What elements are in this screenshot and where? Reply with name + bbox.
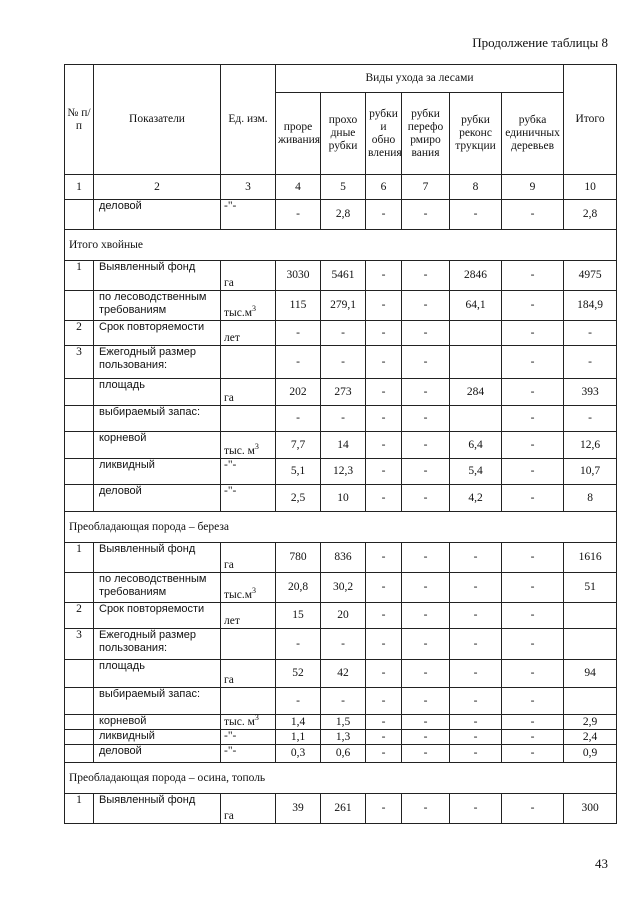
table-row xyxy=(65,688,617,715)
value-cell: - xyxy=(366,660,402,688)
value-cell: - xyxy=(402,346,450,379)
unit-cell xyxy=(221,688,276,715)
value-cell: 52 xyxy=(276,660,321,688)
value-cell: 273 xyxy=(321,379,366,406)
value-cell: - xyxy=(450,629,502,660)
value-cell: 1,1 xyxy=(276,730,321,745)
column-number: 1 xyxy=(65,175,94,200)
value-cell: - xyxy=(276,321,321,346)
value-cell: - xyxy=(502,603,564,629)
table-row xyxy=(65,485,617,512)
value-cell: - xyxy=(402,688,450,715)
row-num: 1 xyxy=(65,543,94,573)
table-continuation-label: Продолжение таблицы 8 xyxy=(472,35,608,50)
value-cell: - xyxy=(402,379,450,406)
page-number: 43 xyxy=(595,856,608,871)
value-cell: - xyxy=(450,543,502,573)
value-cell: 4975 xyxy=(564,261,617,291)
indicator-name: деловой xyxy=(94,745,221,763)
value-cell: - xyxy=(502,660,564,688)
value-cell: - xyxy=(402,730,450,745)
unit-text: -"- xyxy=(224,459,237,471)
unit-cell xyxy=(221,321,276,346)
indicator-name: по лесоводственным требованиям xyxy=(94,291,221,321)
header-col-thinning: проре живания xyxy=(276,93,321,175)
value-cell: - xyxy=(502,485,564,512)
value-cell: 2,5 xyxy=(276,485,321,512)
value-cell: 14 xyxy=(321,432,366,459)
indicator-name: Ежегодный размер пользования: xyxy=(94,629,221,660)
row-num xyxy=(65,485,94,512)
value-cell: 0,6 xyxy=(321,745,366,763)
row-num: 1 xyxy=(65,261,94,291)
value-cell: 20,8 xyxy=(276,573,321,603)
value-cell: - xyxy=(366,406,402,432)
value-cell: - xyxy=(564,346,617,379)
value-cell: - xyxy=(366,291,402,321)
value-cell: - xyxy=(276,629,321,660)
value-cell: 5461 xyxy=(321,261,366,291)
value-cell: 2846 xyxy=(450,261,502,291)
value-cell: - xyxy=(276,200,321,230)
header-unit: Ед. изм. xyxy=(221,65,276,175)
value-cell: - xyxy=(276,406,321,432)
row-num xyxy=(65,745,94,763)
table-row xyxy=(65,715,617,730)
value-cell: - xyxy=(502,406,564,432)
value-cell: 10 xyxy=(321,485,366,512)
value-cell: - xyxy=(366,603,402,629)
value-cell: - xyxy=(450,603,502,629)
value-cell: 393 xyxy=(564,379,617,406)
value-cell: - xyxy=(402,200,450,230)
value-cell: - xyxy=(502,261,564,291)
value-cell: - xyxy=(502,459,564,485)
indicator-name: ликвидный xyxy=(94,730,221,745)
value-cell: - xyxy=(366,379,402,406)
value-cell: - xyxy=(366,794,402,824)
row-num xyxy=(65,379,94,406)
table-row xyxy=(65,660,617,688)
unit-cell xyxy=(221,730,276,745)
value-cell: - xyxy=(402,573,450,603)
indicator-name: Выявленный фонд xyxy=(94,794,221,824)
value-cell: 261 xyxy=(321,794,366,824)
row-num xyxy=(65,715,94,730)
unit-cell xyxy=(221,660,276,688)
unit-text: -"- xyxy=(224,200,237,212)
row-num xyxy=(65,730,94,745)
value-cell: 42 xyxy=(321,660,366,688)
value-cell: 202 xyxy=(276,379,321,406)
unit-text: га xyxy=(224,810,234,822)
value-cell: 1,5 xyxy=(321,715,366,730)
indicator-name: ликвидный xyxy=(94,459,221,485)
section-label: Преобладающая порода – береза xyxy=(65,512,617,543)
header-num: № п/п xyxy=(65,65,94,175)
value-cell: - xyxy=(502,715,564,730)
table-row xyxy=(65,730,617,745)
unit-cell xyxy=(221,603,276,629)
value-cell: - xyxy=(402,261,450,291)
section-label: Преобладающая порода – осина, тополь xyxy=(65,763,617,794)
unit-cell xyxy=(221,543,276,573)
table-row xyxy=(65,321,617,346)
value-cell: 51 xyxy=(564,573,617,603)
value-cell: - xyxy=(502,573,564,603)
unit-text: -"- xyxy=(224,745,237,757)
unit-text: -"- xyxy=(224,730,237,742)
unit-text: тыс. м xyxy=(224,716,255,728)
value-cell: - xyxy=(402,794,450,824)
value-cell: 10,7 xyxy=(564,459,617,485)
value-cell xyxy=(450,321,502,346)
value-cell: - xyxy=(502,543,564,573)
value-cell: - xyxy=(366,261,402,291)
header-col-reconstruction-cuttings: рубки реконс трукции xyxy=(450,93,502,175)
value-cell: - xyxy=(450,660,502,688)
value-cell: 836 xyxy=(321,543,366,573)
value-cell: 30,2 xyxy=(321,573,366,603)
column-number: 7 xyxy=(402,175,450,200)
table-row xyxy=(65,603,617,629)
value-cell: - xyxy=(366,543,402,573)
value-cell: - xyxy=(502,745,564,763)
indicator-name: корневой xyxy=(94,715,221,730)
value-cell: - xyxy=(402,629,450,660)
unit-cell xyxy=(221,432,276,459)
value-cell: 5,1 xyxy=(276,459,321,485)
table-row xyxy=(65,346,617,379)
value-cell: 7,7 xyxy=(276,432,321,459)
table-row xyxy=(65,379,617,406)
table-row xyxy=(65,432,617,459)
table-row xyxy=(65,794,617,824)
row-num: 3 xyxy=(65,346,94,379)
value-cell: 1,4 xyxy=(276,715,321,730)
table-row xyxy=(65,459,617,485)
unit-cell xyxy=(221,794,276,824)
table-row xyxy=(65,745,617,763)
value-cell: 20 xyxy=(321,603,366,629)
unit-cell xyxy=(221,291,276,321)
value-cell: - xyxy=(450,573,502,603)
value-cell: 5,4 xyxy=(450,459,502,485)
value-cell xyxy=(564,688,617,715)
section-row xyxy=(65,512,617,543)
column-number: 2 xyxy=(94,175,221,200)
value-cell: 3030 xyxy=(276,261,321,291)
table-row xyxy=(65,291,617,321)
value-cell: - xyxy=(450,200,502,230)
value-cell: 12,3 xyxy=(321,459,366,485)
unit-cell xyxy=(221,459,276,485)
unit-text: га xyxy=(224,392,234,404)
section-row xyxy=(65,763,617,794)
value-cell: - xyxy=(366,715,402,730)
value-cell: - xyxy=(321,346,366,379)
value-cell: - xyxy=(402,459,450,485)
unit-cell xyxy=(221,379,276,406)
value-cell: - xyxy=(321,321,366,346)
table-row xyxy=(65,406,617,432)
section-row xyxy=(65,230,617,261)
row-num xyxy=(65,200,94,230)
header-care-types: Виды ухода за лесами xyxy=(276,65,564,93)
row-num xyxy=(65,406,94,432)
unit-text: тыс.м xyxy=(224,589,253,601)
indicator-name: деловой xyxy=(94,485,221,512)
row-num xyxy=(65,432,94,459)
row-num: 2 xyxy=(65,603,94,629)
indicator-name: корневой xyxy=(94,432,221,459)
value-cell: - xyxy=(502,200,564,230)
forest-care-table xyxy=(64,64,617,824)
column-number: 4 xyxy=(276,175,321,200)
value-cell: 39 xyxy=(276,794,321,824)
value-cell: - xyxy=(450,715,502,730)
value-cell: 8 xyxy=(564,485,617,512)
value-cell: - xyxy=(276,346,321,379)
column-number: 3 xyxy=(221,175,276,200)
value-cell: - xyxy=(366,629,402,660)
value-cell: - xyxy=(402,603,450,629)
value-cell: - xyxy=(366,459,402,485)
value-cell: - xyxy=(564,406,617,432)
column-number: 9 xyxy=(502,175,564,200)
header-col-renewal-cuttings: рубки и обно вления xyxy=(366,93,402,175)
value-cell: - xyxy=(502,291,564,321)
value-cell: - xyxy=(502,688,564,715)
value-cell: - xyxy=(402,406,450,432)
value-cell: - xyxy=(402,485,450,512)
value-cell: - xyxy=(402,660,450,688)
indicator-name: Срок повторяемости xyxy=(94,321,221,346)
value-cell: 0,3 xyxy=(276,745,321,763)
row-num xyxy=(65,573,94,603)
column-number-row xyxy=(65,175,617,200)
unit-cell xyxy=(221,715,276,730)
value-cell: 279,1 xyxy=(321,291,366,321)
value-cell xyxy=(564,629,617,660)
column-number: 10 xyxy=(564,175,617,200)
unit-exponent: 3 xyxy=(254,713,259,723)
table-row xyxy=(65,573,617,603)
value-cell: - xyxy=(366,321,402,346)
value-cell: 4,2 xyxy=(450,485,502,512)
column-number: 6 xyxy=(366,175,402,200)
value-cell: - xyxy=(366,432,402,459)
value-cell: - xyxy=(450,688,502,715)
indicator-name: площадь xyxy=(94,660,221,688)
value-cell: 1,3 xyxy=(321,730,366,745)
row-num xyxy=(65,459,94,485)
header-indicators: Показатели xyxy=(94,65,221,175)
unit-exponent: 3 xyxy=(252,586,257,596)
value-cell: - xyxy=(502,730,564,745)
value-cell: - xyxy=(402,745,450,763)
unit-text: га xyxy=(224,559,234,571)
value-cell: - xyxy=(366,573,402,603)
value-cell: - xyxy=(366,730,402,745)
value-cell: 0,9 xyxy=(564,745,617,763)
value-cell: 780 xyxy=(276,543,321,573)
indicator-name: Срок повторяемости xyxy=(94,603,221,629)
row-num xyxy=(65,660,94,688)
value-cell xyxy=(564,603,617,629)
value-cell: - xyxy=(450,794,502,824)
table-body xyxy=(65,200,617,824)
unit-text: лет xyxy=(224,615,240,627)
unit-cell xyxy=(221,629,276,660)
value-cell: 94 xyxy=(564,660,617,688)
indicator-name: Ежегодный размер пользования: xyxy=(94,346,221,379)
indicator-name: по лесоводственным требованиям xyxy=(94,573,221,603)
indicator-name: Выявленный фонд xyxy=(94,543,221,573)
value-cell: 15 xyxy=(276,603,321,629)
unit-text: тыс.м xyxy=(224,307,253,319)
value-cell: 300 xyxy=(564,794,617,824)
table-row xyxy=(65,543,617,573)
unit-cell xyxy=(221,261,276,291)
value-cell: - xyxy=(502,794,564,824)
value-cell: 284 xyxy=(450,379,502,406)
header-col-single-tree-cutting: рубка единичных деревьев xyxy=(502,93,564,175)
indicator-name: площадь xyxy=(94,379,221,406)
indicator-name: выбираемый запас: xyxy=(94,406,221,432)
value-cell: - xyxy=(366,688,402,715)
value-cell: - xyxy=(366,200,402,230)
value-cell xyxy=(450,346,502,379)
indicator-name: Выявленный фонд xyxy=(94,261,221,291)
unit-cell xyxy=(221,485,276,512)
value-cell: - xyxy=(450,730,502,745)
value-cell: - xyxy=(321,688,366,715)
unit-cell xyxy=(221,200,276,230)
unit-exponent: 3 xyxy=(254,442,259,452)
value-cell: - xyxy=(502,321,564,346)
unit-text: тыс. м xyxy=(224,445,255,457)
value-cell: - xyxy=(402,543,450,573)
value-cell: 2,8 xyxy=(321,200,366,230)
value-cell: 2,4 xyxy=(564,730,617,745)
unit-text: га xyxy=(224,674,234,686)
value-cell: - xyxy=(366,745,402,763)
unit-exponent: 3 xyxy=(252,304,257,314)
value-cell: - xyxy=(450,745,502,763)
unit-cell xyxy=(221,346,276,379)
unit-cell xyxy=(221,573,276,603)
row-num: 1 xyxy=(65,794,94,824)
value-cell: - xyxy=(276,688,321,715)
table-row xyxy=(65,629,617,660)
column-number: 8 xyxy=(450,175,502,200)
row-num: 2 xyxy=(65,321,94,346)
value-cell: - xyxy=(366,346,402,379)
column-number: 5 xyxy=(321,175,366,200)
unit-text: -"- xyxy=(224,485,237,497)
row-num xyxy=(65,291,94,321)
table-row xyxy=(65,261,617,291)
table-row xyxy=(65,200,617,230)
unit-cell xyxy=(221,745,276,763)
value-cell: - xyxy=(502,432,564,459)
row-num: 3 xyxy=(65,629,94,660)
row-num xyxy=(65,688,94,715)
value-cell: 12,6 xyxy=(564,432,617,459)
indicator-name: деловой xyxy=(94,200,221,230)
value-cell: - xyxy=(402,321,450,346)
header-col-reformation-cuttings: рубки перефо рмиро вания xyxy=(402,93,450,175)
value-cell: - xyxy=(366,485,402,512)
header-col-passage-cuttings: прохо дные рубки xyxy=(321,93,366,175)
value-cell xyxy=(450,406,502,432)
value-cell: - xyxy=(564,321,617,346)
value-cell: - xyxy=(502,346,564,379)
value-cell: - xyxy=(402,715,450,730)
value-cell: - xyxy=(502,379,564,406)
value-cell: 2,8 xyxy=(564,200,617,230)
unit-text: лет xyxy=(224,332,240,344)
value-cell: 115 xyxy=(276,291,321,321)
value-cell: - xyxy=(402,432,450,459)
value-cell: 6,4 xyxy=(450,432,502,459)
unit-cell xyxy=(221,406,276,432)
value-cell: - xyxy=(502,629,564,660)
value-cell: 2,9 xyxy=(564,715,617,730)
value-cell: - xyxy=(321,629,366,660)
indicator-name: выбираемый запас: xyxy=(94,688,221,715)
section-label: Итого хвойные xyxy=(65,230,617,261)
value-cell: 184,9 xyxy=(564,291,617,321)
header-total: Итого xyxy=(564,65,617,175)
value-cell: 64,1 xyxy=(450,291,502,321)
value-cell: - xyxy=(321,406,366,432)
value-cell: 1616 xyxy=(564,543,617,573)
value-cell: - xyxy=(402,291,450,321)
unit-text: га xyxy=(224,277,234,289)
